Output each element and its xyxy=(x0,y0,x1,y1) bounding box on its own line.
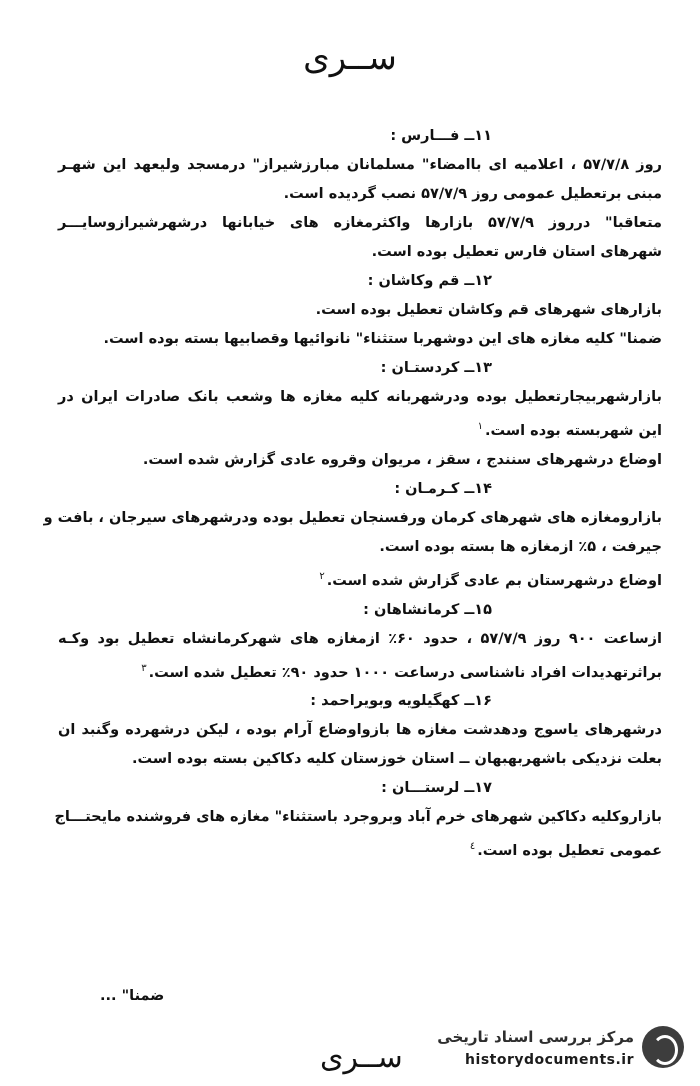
text-line: جیرفت ، ۵٪ ازمغازه ها بسته بوده است. xyxy=(379,538,662,555)
section-kurdistan xyxy=(58,354,662,475)
watermark xyxy=(410,1022,690,1080)
text-line: ضمنا" کلیه مغازه های این دوشهربا ستثناء" نانوائیها وقصابیها بسته بوده است. xyxy=(103,331,662,347)
section-kohgiluyeh xyxy=(58,687,662,774)
text-span: براثرتهدیدات افراد ناشناسی درساعت ۱۰۰۰ حدود ۹۰٪ تعطیل شده است. xyxy=(148,664,662,681)
document-center-logo-icon xyxy=(642,1026,684,1068)
text-line: روز ۵۷/۷/۸ ، اعلامیه ای باامضاء" مسلمانان مبارزشیراز" درمسجد ولیعهد این شهـر xyxy=(58,157,662,173)
text-line: بازاروکلیه دکاکین شهرهای خرم آباد وبروجرد باستثناء" مغازه های فروشنده مایحتـــاج xyxy=(54,809,662,826)
text-line: درشهرهای یاسوج ودهدشت مغازه ها بازواوضاع آرام بوده ، لیکن درشهرده وگنبد ان xyxy=(58,722,662,739)
watermark-url: historydocuments.ir xyxy=(465,1052,634,1068)
section-title: ۱۷ــ لرستـــان : xyxy=(381,780,492,797)
text-span: عمومی تعطیل بوده است. xyxy=(477,843,662,860)
section-qom-kashan xyxy=(58,267,662,354)
text-line: بازارومغازه های شهرهای کرمان ورفسنجان تعطیل بوده ودرشهرهای سیرجان ، بافت و xyxy=(43,509,662,526)
text-line xyxy=(58,562,662,596)
text-span: این شهربسته بوده است. xyxy=(485,422,662,439)
text-line: ازساعت ۹۰۰ روز ۵۷/۷/۹ ، حدود ۶۰٪ ازمغازه های شهرکرمانشاه تعطیل بود وکـه xyxy=(58,630,662,647)
text-line xyxy=(58,654,662,688)
text-line: بازارهای شهرهای قم وکاشان تعطیل بوده است. xyxy=(315,302,662,318)
text-line: شهرهای استان فارس تعطیل بوده است. xyxy=(371,244,662,260)
text-line: بازارشهربیجارتعطیل بوده ودرشهربانه کلیه مغازه ها وشعب بانک صادرات ایران در xyxy=(58,389,662,405)
section-title: ۱۴ــ کـرمـان : xyxy=(394,480,492,497)
document-body xyxy=(43,122,662,866)
section-title: ۱۶ــ کهگیلویه وبویراحمد : xyxy=(310,693,492,710)
text-line: متعاقبا" درروز ۵۷/۷/۹ بازارها واکثرمغازه های خیابانها درشهرشیرازوسایـــر xyxy=(58,215,662,231)
watermark-title: مرکز بررسی اسناد تاریخی xyxy=(437,1028,634,1046)
text-line xyxy=(58,832,662,866)
classification-footer: ســرى xyxy=(320,1040,403,1075)
text-line: بعلت نزدیکی باشهربهبهان ــ استان خوزستان کلیه دکاکین بسته بوده است. xyxy=(132,751,662,768)
text-line: اوضاع درشهرهای سنندج ، سقز ، مریوان وقروه عادی گزارش شده است. xyxy=(142,451,662,468)
footnote-marker: ۱ xyxy=(477,421,483,432)
text-line: مبنی برتعطیل عمومی روز ۵۷/۷/۹ نصب گردیده است. xyxy=(283,186,662,202)
classification-header: ســرى xyxy=(303,38,397,78)
text-line xyxy=(58,412,662,446)
section-kerman xyxy=(43,475,662,596)
section-kermanshahan xyxy=(58,596,662,688)
section-title: ۱۱ــ فـــارس : xyxy=(390,128,492,144)
footnote-marker: ۳ xyxy=(141,662,147,674)
continuation-note: ضمنا" ... xyxy=(100,988,165,1004)
text-span: اوضاع درشهرستان بم عادی گزارش شده است. xyxy=(326,572,662,589)
section-lorestan xyxy=(54,774,662,866)
section-title: ۱۲ــ قم وکاشان : xyxy=(367,273,492,289)
section-title: ۱۳ــ کردستـان : xyxy=(380,360,492,376)
section-title: ۱۵ــ کرمانشاهان : xyxy=(363,601,492,618)
section-fars xyxy=(58,122,662,267)
footnote-marker: ۲ xyxy=(319,570,325,582)
footnote-marker: ٤ xyxy=(469,841,476,853)
